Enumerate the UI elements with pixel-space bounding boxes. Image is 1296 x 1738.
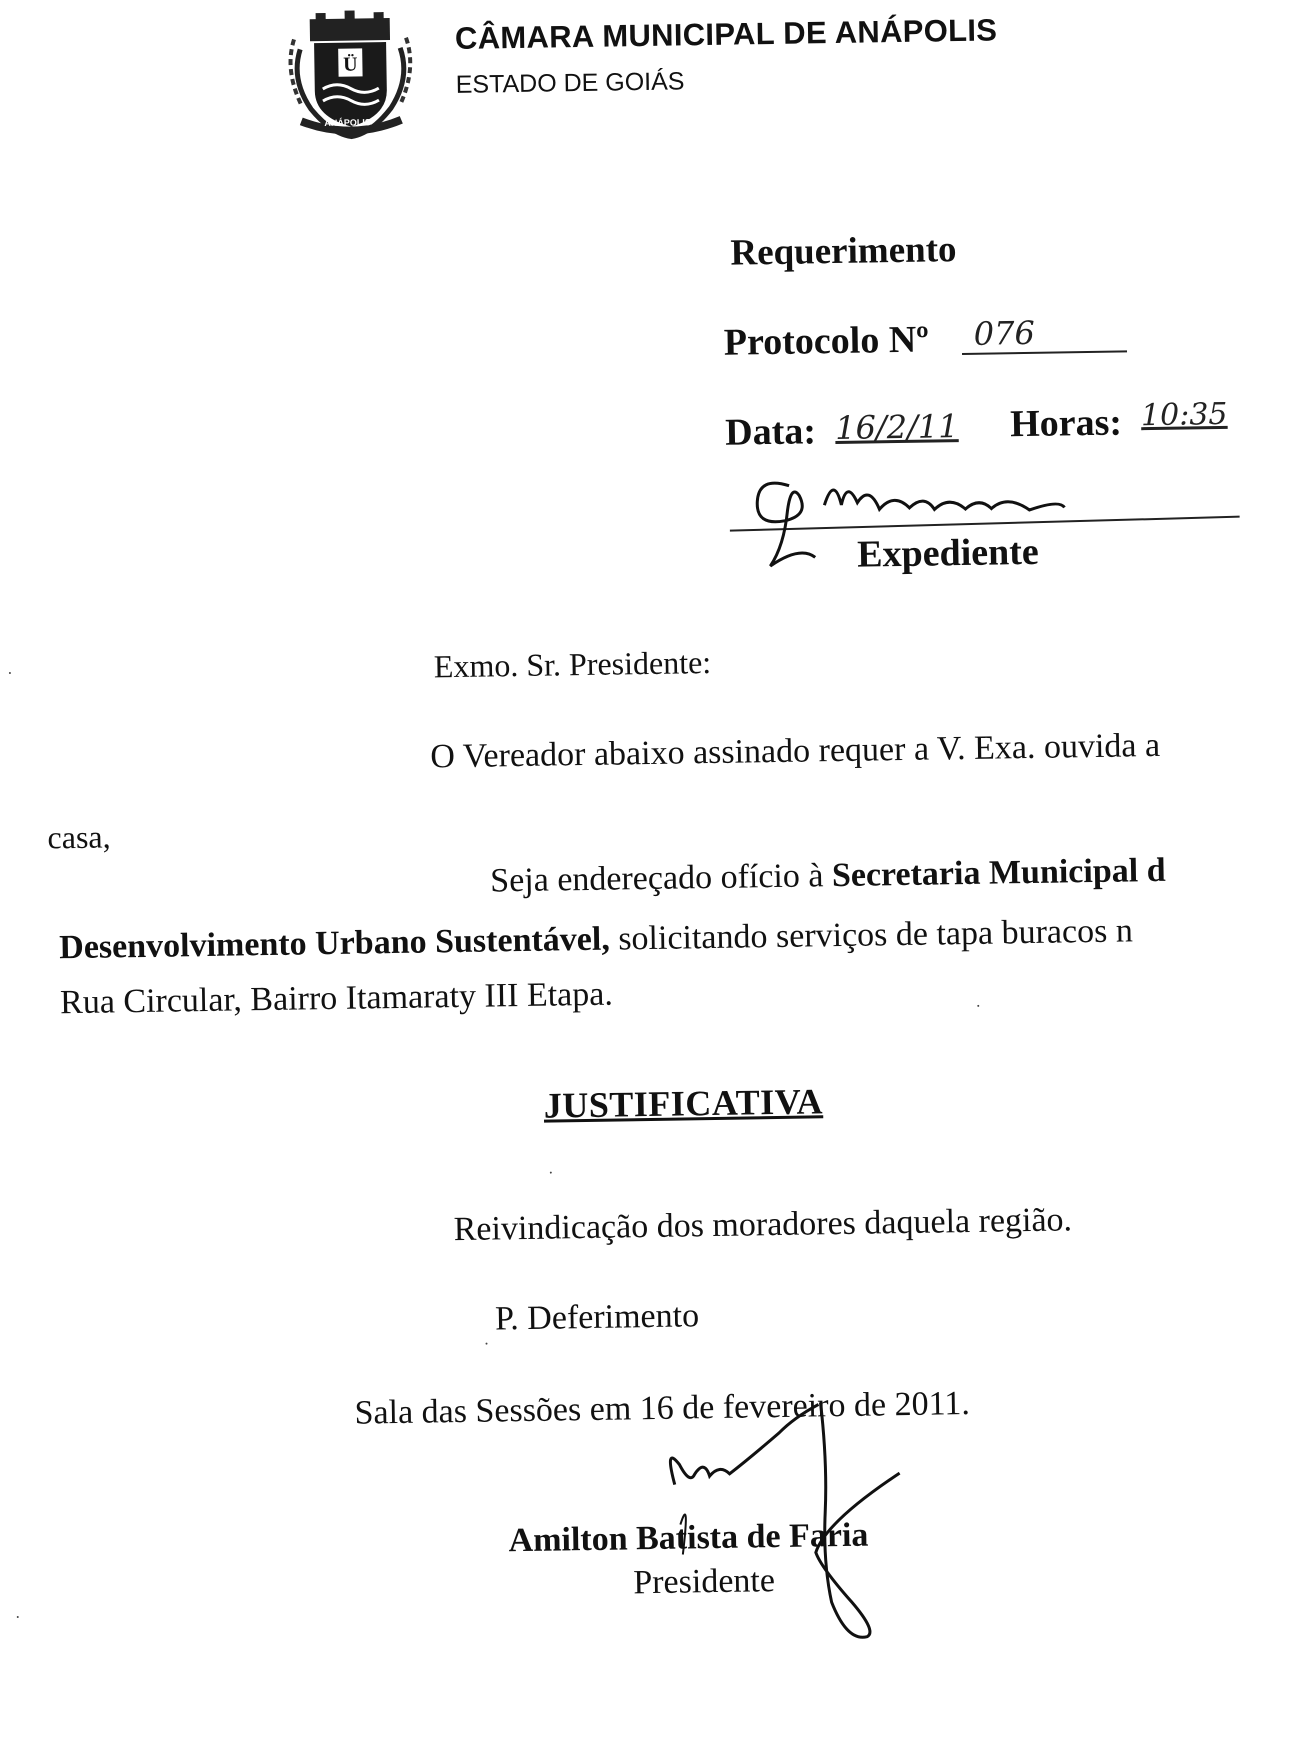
- justification-text: Reivindicação dos moradores daquela região.: [453, 1201, 1073, 1249]
- scan-speck: [485, 1343, 487, 1345]
- scan-speck: [550, 1172, 552, 1174]
- organization-name: CÂMARA MUNICIPAL DE ANÁPOLIS: [454, 12, 998, 56]
- hours-value: 10:35: [1140, 396, 1228, 434]
- crest-ribbon-text: ANÁPOLIS: [324, 117, 371, 128]
- document-type-title: Requerimento: [730, 229, 957, 274]
- paragraph-2-bold-2: Desenvolvimento Urbano Sustentável,: [58, 920, 611, 967]
- place-date: Sala das Sessões em 16 de fevereiro de 2011.: [354, 1385, 971, 1432]
- scan-speck: [977, 1005, 979, 1007]
- protocol-label: Protocolo Nº: [723, 318, 930, 364]
- svg-text:Ü: Ü: [343, 53, 358, 76]
- scan-speck: [17, 1616, 19, 1618]
- paragraph-2-line-1: [490, 852, 1166, 901]
- paragraph-1-line-2: casa,: [47, 818, 111, 856]
- paragraph-2-lead: Seja endereçado ofício à: [489, 857, 833, 900]
- paragraph-2-line-3: Rua Circular, Bairro Itamaraty III Etapa.: [59, 975, 614, 1022]
- justification-heading: JUSTIFICATIVA: [543, 1081, 824, 1126]
- signer-name: Amilton Batista de Faria: [508, 1516, 869, 1560]
- organization-state: ESTADO DE GOIÁS: [455, 67, 685, 99]
- paragraph-2-line-2: [59, 912, 1133, 967]
- protocol-number: 076: [973, 313, 1036, 353]
- paragraph-2-rest: solicitando serviços de tapa buracos n: [609, 912, 1134, 958]
- hours-label: Horas:: [1009, 401, 1123, 446]
- closing-text: P. Deferimento: [494, 1297, 700, 1338]
- salutation: Exmo. Sr. Presidente:: [433, 643, 712, 685]
- paragraph-1-line-1: O Vereador abaixo assinado requer a V. Exa. ouvida a: [430, 726, 1161, 776]
- date-label: Data:: [724, 410, 817, 454]
- signer-role: Presidente: [632, 1562, 776, 1602]
- date-value: 16/2/11: [834, 407, 959, 448]
- scan-speck: [9, 672, 11, 674]
- paragraph-2-bold-1: Secretaria Municipal d: [831, 851, 1166, 895]
- sector-label: Expediente: [856, 530, 1040, 576]
